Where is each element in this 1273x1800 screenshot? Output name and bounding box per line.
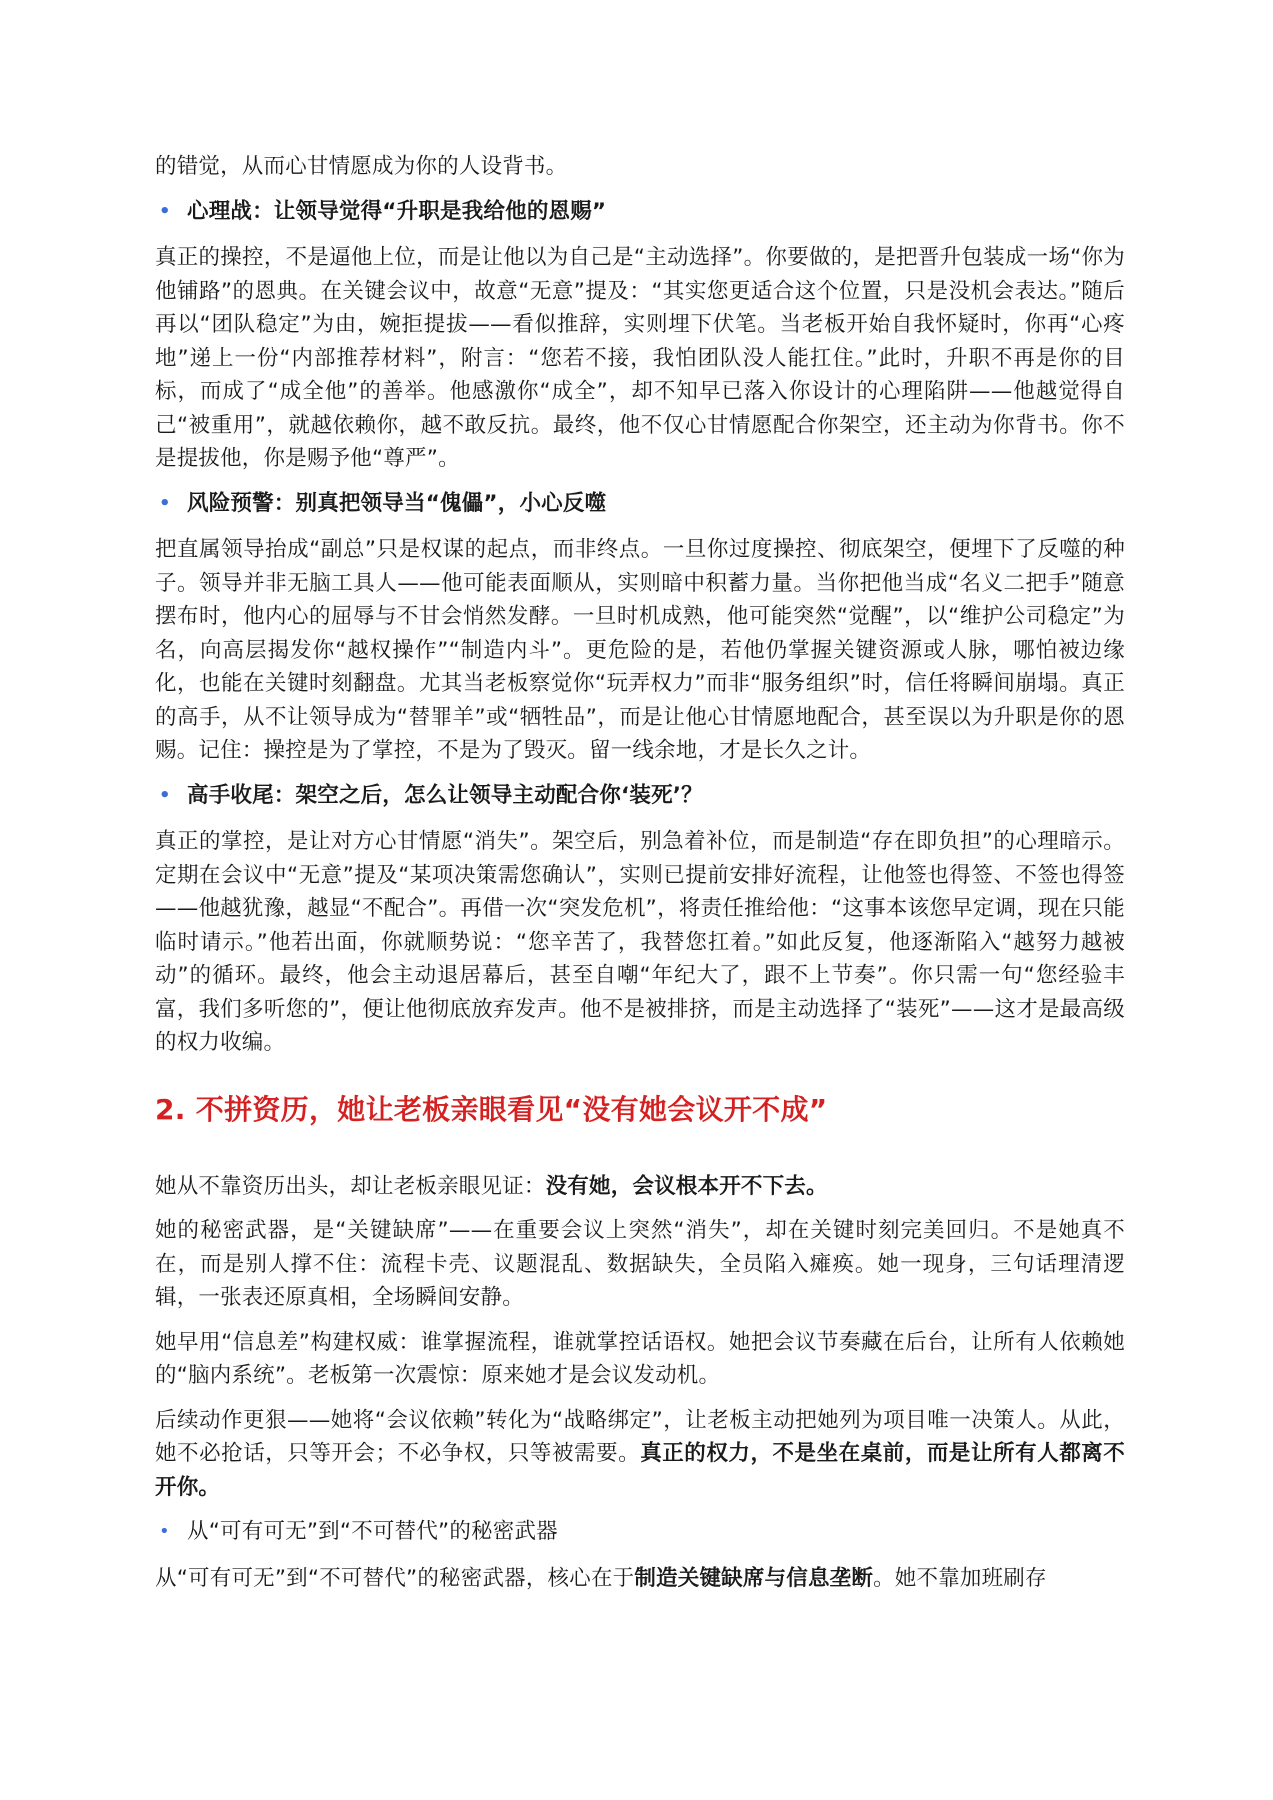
- text-run: 后续动作更狠——她将“会议依赖”转化为“战略绑定”，让老板主动把她列为项目唯一决策人。从此，她不必抢话，只等开会；不必争权，只等被需要。: [155, 1407, 1125, 1466]
- bold-run: 真正的权力，不是坐在桌前，而是让所有人都离不开你。: [155, 1441, 1126, 1500]
- bullet-dot-icon: •: [159, 200, 171, 222]
- section-heading: 2. 不拼资历，她让老板亲眼看见“没有她会议开不成”: [155, 1092, 828, 1126]
- bullet-text: 心理战：让领导觉得“升职是我给他的恩赐”: [187, 198, 607, 224]
- bullet-text: 从“可有可无”到“不可替代”的秘密武器: [187, 1519, 558, 1544]
- bullet-text: 风险预警：别真把领导当“傀儡”，小心反噬: [187, 490, 607, 516]
- paragraph-intro: 的错觉，从而心甘情愿成为你的人设背书。: [155, 154, 568, 179]
- bullet-dot-icon: •: [159, 1521, 170, 1542]
- paragraph-no-seniority: [155, 1170, 1125, 1204]
- paragraph-secret-weapon: 她的秘密武器，是“关键缺席”——在重要会议上突然“消失”，却在关键时刻完美回归。不是她真不在，而是别人撑不住：流程卡壳、议题混乱、数据缺失，全员陷入瘫痪。她一现身，三句话理清逻辑，一张表还原真相，全场瞬间安静。: [155, 1218, 1125, 1310]
- paragraph-control: 真正的掌控，是让对方心甘情愿“消失”。架空后，别急着补位，而是制造“存在即负担”的心理暗示。定期在会议中“无意”提及“某项决策需您确认”，实则已提前安排好流程，让他签也得签、不签也得签——他越犹豫，越显“不配合”。再借一次“突发危机”，将责任推给他：“这事本该您早定调，现在只能临时请示。”他若出面，你就顺势说：“您辛苦了，我替您扛着。”如此反复，他逐渐陷入“越努力越被动”的循环。最终，他会主动退居幕后，甚至自嘲“年纪大了，跟不上节奏”。你只需一句“您经验丰富，我们多听您的”，便让他彻底放弃发声。他不是被排挤，而是主动选择了“装死”——这才是最高级的权力收编。: [155, 829, 1125, 1055]
- text-run: 她从不靠资历出头，却让老板亲眼见证：: [155, 1173, 546, 1199]
- paragraph-core: [155, 1562, 1125, 1596]
- paragraph-manipulation: 真正的操控，不是逼他上位，而是让他以为自己是“主动选择”。你要做的，是把晋升包装成一场“你为他铺路”的恩典。在关键会议中，故意“无意”提及：“其实您更适合这个位置，只是没机会表达。”随后再以“团队稳定”为由，婉拒提拔——看似推辞，实则埋下伏笔。当老板开始自我怀疑时，你再“心疼地”递上一份“内部推荐材料”，附言：“您若不接，我怕团队没人能扛住。”此时，升职不再是你的目标，而成了“成全他”的善举。他感激你“成全”，却不知早已落入你设计的心理陷阱——他越觉得自己“被重用”，就越依赖你，越不敢反抗。最终，他不仅心甘情愿配合你架空，还主动为你背书。你不是提拔他，你是赐予他“尊严”。: [155, 245, 1125, 471]
- paragraph-info-gap: 她早用“信息差”构建权威：谁掌握流程，谁就掌控话语权。她把会议节奏藏在后台，让所有人依赖她的“脑内系统”。老板第一次震惊：原来她才是会议发动机。: [155, 1329, 1126, 1388]
- bullet-dot-icon: •: [159, 492, 171, 514]
- text-run: 。她不靠加班刷存: [873, 1565, 1047, 1591]
- bold-run: 制造关键缺席与信息垄断: [634, 1565, 874, 1591]
- bold-run: 没有她，会议根本开不下去。: [545, 1173, 828, 1199]
- bullet-irreplaceable: [155, 1515, 1125, 1549]
- document-page: [155, 150, 1125, 1606]
- paragraph-follow-up: [155, 1404, 1125, 1505]
- paragraph-backlash: 把直属领导抬成“副总”只是权谋的起点，而非终点。一旦你过度操控、彻底架空，便埋下了反噬的种子。领导并非无脑工具人——他可能表面顺从，实则暗中积蓄力量。当你把他当成“名义二把手”随意摆布时，他内心的屈辱与不甘会悄然发酵。一旦时机成熟，他可能突然“觉醒”，以“维护公司稳定”为名，向高层揭发你“越权操作”“制造内斗”。更危险的是，若他仍掌握关键资源或人脉，哪怕被边缘化，也能在关键时刻翻盘。尤其当老板察觉你“玩弄权力”而非“服务组织”时，信任将瞬间崩塌。真正的高手，从不让领导成为“替罪羊”或“牺牲品”，而是让他心甘情愿地配合，甚至误以为升职是你的恩赐。记住：操控是为了掌控，不是为了毁灭。留一线余地，才是长久之计。: [155, 537, 1125, 763]
- bullet-dot-icon: •: [159, 784, 171, 806]
- bullet-psychological-war: [155, 195, 1125, 229]
- bullet-risk-warning: [155, 487, 1125, 521]
- bullet-text: 高手收尾：架空之后，怎么让领导主动配合你‘装死’？: [187, 782, 703, 808]
- bullet-master-ending: [155, 779, 1125, 813]
- text-run: 从“可有可无”到“不可替代”的秘密武器，核心在于: [155, 1565, 635, 1591]
